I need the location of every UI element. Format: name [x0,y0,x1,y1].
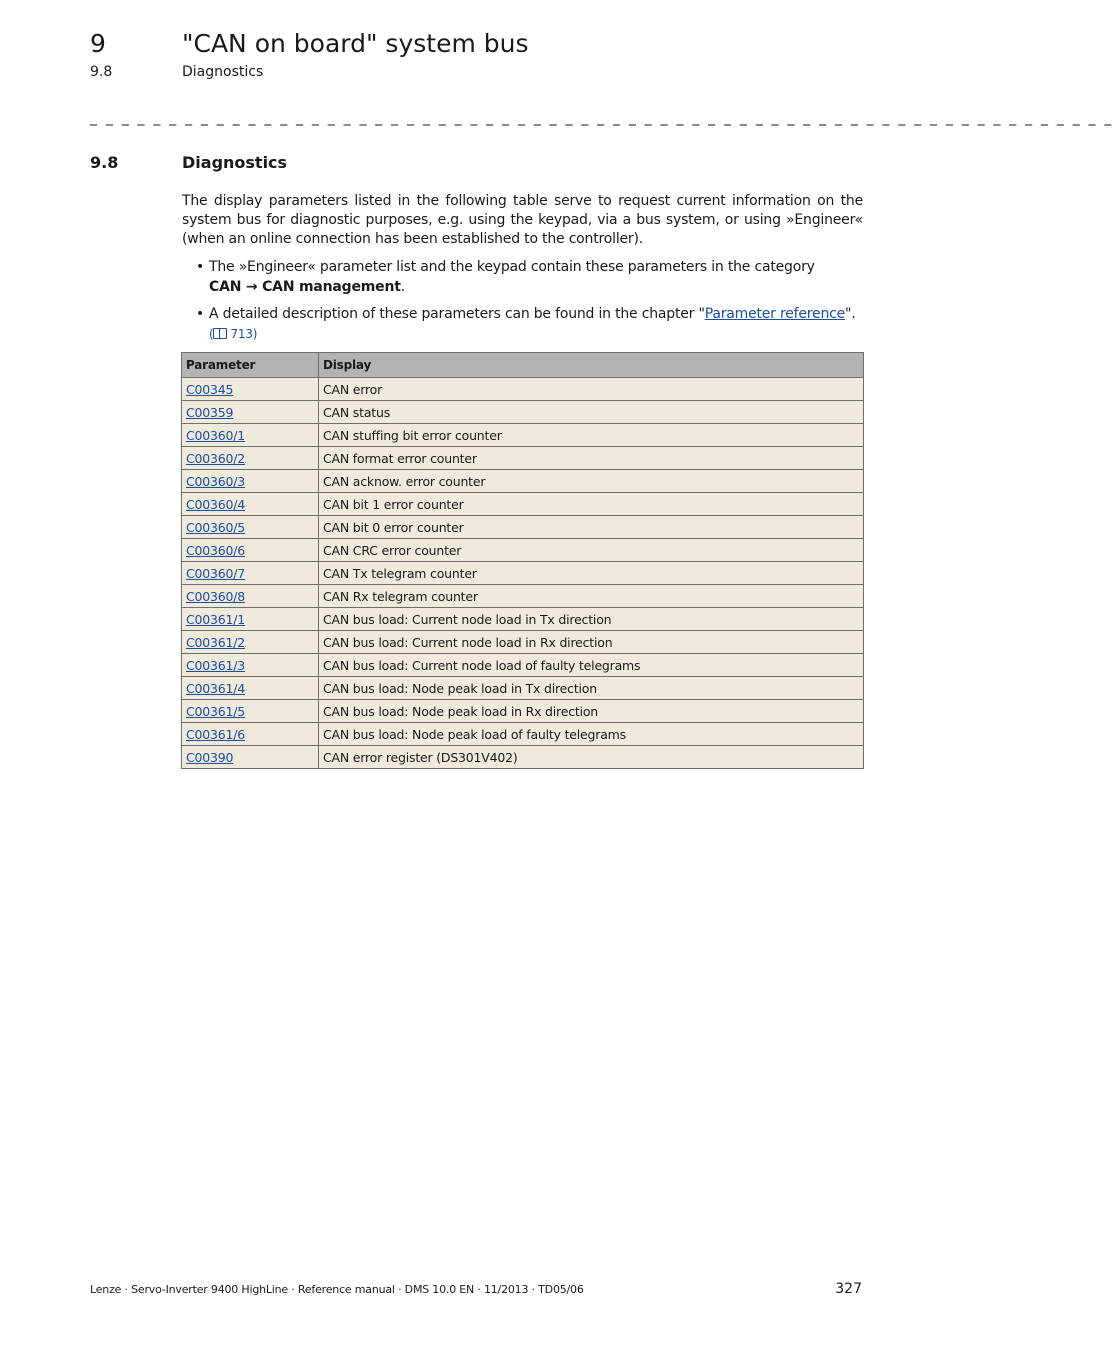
display-cell: CAN bus load: Node peak load of faulty telegrams [319,723,864,746]
chapter-title: "CAN on board" system bus [182,29,529,58]
display-cell: CAN CRC error counter [319,539,864,562]
table-row [182,746,864,769]
parameter-link[interactable]: C00360/6 [186,542,246,558]
parameter-link[interactable]: C00361/6 [186,726,246,742]
header-separator: _ _ _ _ _ _ _ _ _ _ _ _ _ _ _ _ _ _ _ _ _ _ _ _ _ _ _ _ _ _ _ _ _ _ _ _ _ _ _ _ _ _ _ _ _ _ _ _ _ _ _ _ _ _ _ _ _ _ _ _ _ _ _ _ _ [90,110,1114,126]
parameter-link[interactable]: C00360/3 [186,473,246,489]
display-cell: CAN bit 1 error counter [319,493,864,516]
table-row [182,608,864,631]
display-cell: CAN error register (DS301V402) [319,746,864,769]
parameter-cell [182,401,319,424]
parameter-cell [182,516,319,539]
parameter-cell [182,631,319,654]
parameter-reference-link[interactable]: Parameter reference [704,306,846,322]
running-section-title: Diagnostics [182,64,264,80]
parameter-link[interactable]: C00360/1 [186,427,246,443]
parameter-cell [182,424,319,447]
diagnostics-parameter-table [181,352,864,769]
table-row [182,424,864,447]
bullet-text: A detailed description of these parameters can be found in the chapter " [209,306,705,322]
table-row [182,631,864,654]
bullet-end: ". [845,306,856,322]
parameter-cell [182,447,319,470]
table-row [182,585,864,608]
book-icon [213,328,227,339]
parameter-link[interactable]: C00361/5 [186,703,246,719]
parameter-link[interactable]: C00361/1 [186,611,246,627]
bullet-list [182,257,863,351]
column-header-parameter: Parameter [182,353,319,378]
category-path: CAN → CAN management [209,279,401,295]
footer-document-info: Lenze · Servo-Inverter 9400 HighLine · Reference manual · DMS 10.0 EN · 11/2013 · TD05/06 [90,1283,584,1296]
parameter-cell [182,700,319,723]
bullet-text: The »Engineer« parameter list and the keypad contain these parameters in the category [209,259,815,275]
parameter-cell [182,562,319,585]
table-row [182,654,864,677]
display-cell: CAN bus load: Node peak load in Tx direction [319,677,864,700]
parameter-link[interactable]: C00360/2 [186,450,246,466]
parameter-link[interactable]: C00360/8 [186,588,246,604]
display-cell: CAN error [319,378,864,401]
bullet-dot: • [196,259,205,275]
parameter-link[interactable]: C00359 [186,404,234,420]
parameter-cell [182,378,319,401]
table-body [182,378,864,769]
parameter-cell [182,746,319,769]
display-cell: CAN status [319,401,864,424]
display-cell: CAN bus load: Current node load of faulty telegrams [319,654,864,677]
parameter-cell [182,585,319,608]
display-cell: CAN Tx telegram counter [319,562,864,585]
display-cell: CAN bus load: Node peak load in Rx direction [319,700,864,723]
table-row [182,516,864,539]
table-row [182,700,864,723]
section-heading: Diagnostics [182,153,288,172]
display-cell: CAN acknow. error counter [319,470,864,493]
display-cell: CAN bus load: Current node load in Tx direction [319,608,864,631]
display-cell: CAN bit 0 error counter [319,516,864,539]
page-number: 327 [835,1281,862,1297]
display-cell: CAN stuffing bit error counter [319,424,864,447]
bullet-dot: • [196,306,205,322]
table-row [182,562,864,585]
table-row [182,539,864,562]
bullet-end: . [400,279,405,295]
running-section-number: 9.8 [90,64,113,80]
parameter-cell [182,654,319,677]
table-row [182,723,864,746]
parameter-cell [182,608,319,631]
parameter-link[interactable]: C00345 [186,381,234,397]
display-cell: CAN bus load: Current node load in Rx direction [319,631,864,654]
parameter-link[interactable]: C00361/3 [186,657,246,673]
display-cell: CAN Rx telegram counter [319,585,864,608]
table-row [182,401,864,424]
section-number: 9.8 [90,153,119,172]
column-header-display: Display [319,353,864,378]
table-row [182,447,864,470]
parameter-link[interactable]: C00360/5 [186,519,246,535]
parameter-link[interactable]: C00360/4 [186,496,246,512]
parameter-link[interactable]: C00360/7 [186,565,246,581]
parameter-link[interactable]: C00361/2 [186,634,246,650]
table-row [182,378,864,401]
parameter-cell [182,723,319,746]
table-header-row [182,353,864,378]
display-cell: CAN format error counter [319,447,864,470]
chapter-number: 9 [90,29,106,58]
table-row [182,470,864,493]
parameter-link[interactable]: C00361/4 [186,680,246,696]
parameter-link[interactable]: C00390 [186,749,234,765]
page-cross-reference[interactable]: ( 713) [209,327,258,341]
table-row [182,677,864,700]
intro-paragraph: The display parameters listed in the following table serve to request current information on the system bus for diagnostic purposes, e.g. using the keypad, via a bus system, or using »Engineer« (when an online connection has been established to the controller). [182,193,863,247]
bullet-item-reference [182,304,863,344]
bullet-item-category [182,257,863,297]
parameter-cell [182,539,319,562]
parameter-cell [182,470,319,493]
parameter-cell [182,493,319,516]
table-row [182,493,864,516]
parameter-cell [182,677,319,700]
